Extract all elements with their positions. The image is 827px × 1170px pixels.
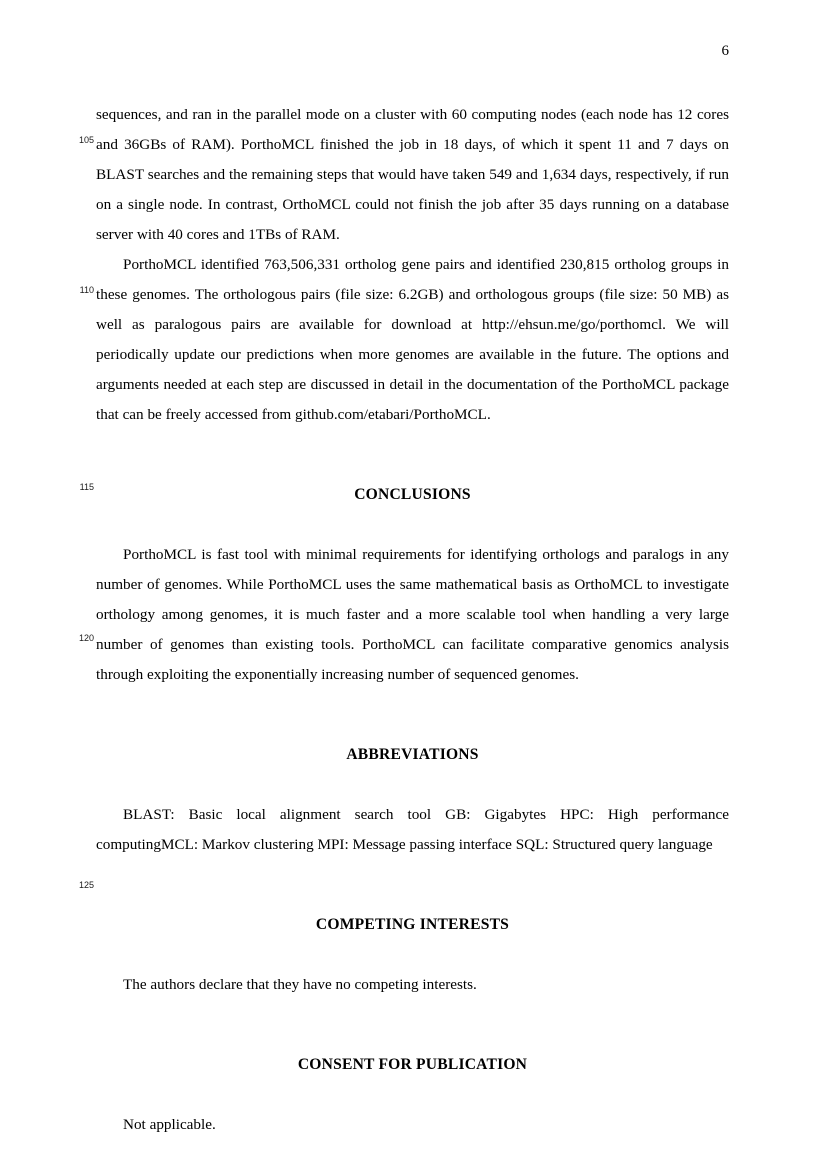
paragraph-continuation: sequences, and ran in the parallel mode on a cluster with 60 computing nodes (each node has 12 cores and 36GBs of RAM). PorthoMCL finished the job in 18 days, of which it spent 11 and 7 days on BLAST searches and the remaining steps that would have taken 549 and 1,634 days, respectively, if run on a single node. In contrast, OrthoMCL could not finish the job after 35 days running on a database server with 40 cores and 1TBs of RAM. [96,106,729,243]
line-number-110: 110 [79,285,94,295]
line-number-120: 120 [78,633,94,643]
spacer [96,860,729,910]
section-body-consent-for-publication: Not applicable. [123,1116,216,1133]
heading-competing-interests: COMPETING INTERESTS [315,916,510,933]
paragraph-results: PorthoMCL identified 763,506,331 ortholog gene pairs and identified 230,815 ortholog groups in these genomes. The orthologous pairs (file size: 6.2GB) and orthologous groups (file size: 50 MB) as well as paralogous pairs are available for download at http://ehsun.me/go/porthomcl. We will periodically update our predictions when more genomes are available in the future. The options and arguments needed at each step are discussed in detail in the documentation of the PorthoMCL package that can be freely accessed from github.com/etabari/PorthoMCL. [96,256,729,423]
spacer [96,690,729,740]
line-number-115: 115 [79,482,94,492]
heading-conclusions: CONCLUSIONS [354,486,471,503]
text-column [96,100,729,1140]
page-number: 6 [721,43,729,59]
spacer [96,430,729,480]
section-body-competing-interests: The authors declare that they have no competing interests. [123,976,477,993]
line-number-125: 125 [78,880,94,890]
spacer [96,510,729,540]
section-body-conclusions: PorthoMCL is fast tool with minimal requirements for identifying orthologs and paralogs in any number of genomes. While PorthoMCL uses the same mathematical basis as OrthoMCL to investigate orthology among genomes, it is much faster and a more scalable tool when handling a very large number of genomes than existing tools. PorthoMCL can facilitate comparative genomics analysis through exploiting the exponentially increasing number of sequenced genomes. [96,546,729,683]
spacer [96,1000,729,1050]
line-number-105: 105 [78,135,94,145]
spacer [96,940,729,970]
section-body-abbreviations: BLAST: Basic local alignment search tool GB: Gigabytes HPC: High performance computingMCL: Markov clustering MPI: Message passing interface SQL: Structured query language [96,806,729,853]
heading-consent-for-publication: CONSENT FOR PUBLICATION [297,1056,528,1073]
spacer [96,770,729,800]
spacer [96,1080,729,1110]
heading-abbreviations: ABBREVIATIONS [346,746,479,763]
